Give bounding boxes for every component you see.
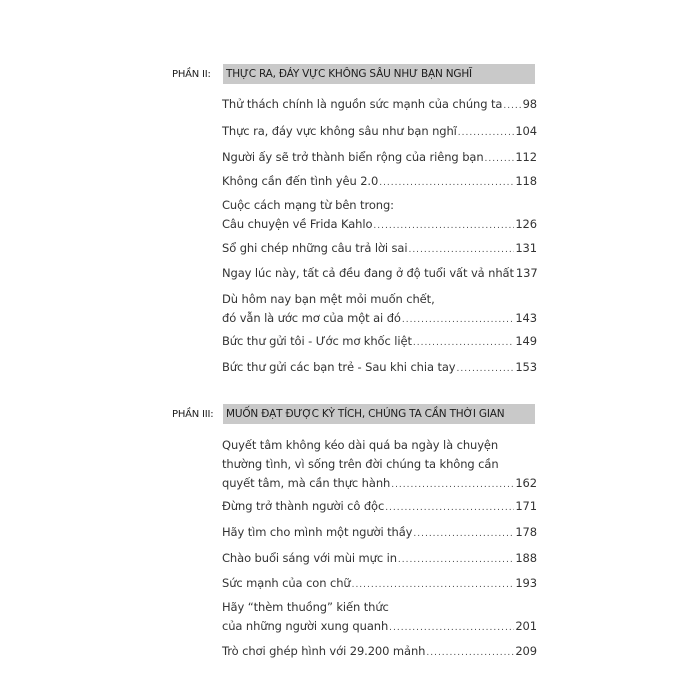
part-header <box>172 64 535 84</box>
entry-title: Không cần đến tình yêu 2.0 <box>222 174 379 188</box>
entry-title: quyết tâm, mà cần thực hành <box>222 476 391 490</box>
toc-entry[interactable] <box>222 172 537 193</box>
dot-leader <box>373 217 514 236</box>
entry-title: Chào buổi sáng với mùi mực in <box>222 551 397 565</box>
dot-leader <box>457 360 515 379</box>
entry-title-line: thường tình, vì sống trên đời chúng ta không cần <box>222 457 499 471</box>
toc-entry[interactable] <box>222 264 537 285</box>
toc-entry[interactable] <box>222 436 537 495</box>
page-number: 137 <box>515 266 538 280</box>
page-number: 201 <box>515 619 537 633</box>
dot-leader <box>413 525 514 544</box>
dot-leader <box>503 97 521 116</box>
entry-title: Sức mạnh của con chữ <box>222 576 351 590</box>
page-number: 131 <box>515 241 537 255</box>
entry-title: Thử thách chính là nguồn sức mạnh của chúng ta <box>222 97 503 111</box>
toc-entry[interactable] <box>222 239 537 260</box>
page-number: 104 <box>515 124 537 138</box>
entry-title: Câu chuyện về Frida Kahlo <box>222 217 373 231</box>
page-number: 126 <box>515 217 537 231</box>
part-label: PHẦN III: <box>172 408 214 420</box>
dot-leader <box>398 551 514 570</box>
page-number: 149 <box>515 334 537 348</box>
toc-entry[interactable] <box>222 290 537 330</box>
part-title: THỰC RA, ĐÁY VỰC KHÔNG SÂU NHƯ BẠN NGHĨ <box>223 64 535 84</box>
toc-entry[interactable] <box>222 95 537 116</box>
page-number: 112 <box>515 150 537 164</box>
page-number: 162 <box>515 476 537 490</box>
page-number: 209 <box>515 644 537 658</box>
entry-title-line: Cuộc cách mạng từ bên trong: <box>222 198 394 212</box>
toc-entry[interactable] <box>222 148 537 169</box>
entry-title-line: Quyết tâm không kéo dài quá ba ngày là chuyện <box>222 438 499 452</box>
dot-leader <box>413 334 514 353</box>
page-number: 143 <box>515 311 537 325</box>
dot-leader <box>352 576 515 595</box>
dot-leader <box>408 241 514 260</box>
entry-title: Hãy tìm cho mình một người thầy <box>222 525 413 539</box>
entry-title: Người ấy sẽ trở thành biển rộng của riêng bạn <box>222 150 484 164</box>
page-number: 118 <box>515 174 537 188</box>
entry-title: Bức thư gửi tôi - Ước mơ khốc liệt <box>222 334 412 348</box>
entry-title: Trò chơi ghép hình với 29.200 mảnh <box>222 644 426 658</box>
part-header <box>172 404 535 424</box>
entry-title-line: Dù hôm nay bạn mệt mỏi muốn chết, <box>222 292 435 306</box>
page-number: 178 <box>515 525 537 539</box>
entry-title: đó vẫn là ước mơ của một ai đó <box>222 311 401 325</box>
part-title: MUỐN ĐẠT ĐƯỢC KỲ TÍCH, CHÚNG TA CẦN THỜI GIAN <box>223 404 535 424</box>
dot-leader <box>389 619 514 638</box>
dot-leader <box>458 124 515 143</box>
entry-title: Thực ra, đáy vực không sâu như bạn nghĩ <box>222 124 457 138</box>
entry-title: Bức thư gửi các bạn trẻ - Sau khi chia tay <box>222 360 456 374</box>
toc-entry[interactable] <box>222 358 537 379</box>
dot-leader <box>402 311 515 330</box>
dot-leader <box>385 499 514 518</box>
toc-entry[interactable] <box>222 122 537 143</box>
dot-leader <box>379 174 514 193</box>
dot-leader <box>391 476 514 495</box>
toc-entry[interactable] <box>222 523 537 544</box>
toc-entry[interactable] <box>222 196 537 236</box>
entry-title: Ngay lúc này, tất cả đều đang ở độ tuổi vất vả nhất <box>222 266 514 280</box>
toc-entry[interactable] <box>222 598 537 638</box>
entry-title: Đừng trở thành người cô độc <box>222 499 385 513</box>
page-number: 188 <box>515 551 537 565</box>
toc-entry[interactable] <box>222 497 537 518</box>
entry-title: của những người xung quanh <box>222 619 389 633</box>
entry-title: Sổ ghi chép những câu trả lời sai <box>222 241 408 255</box>
dot-leader <box>426 644 514 663</box>
page-number: 171 <box>515 499 537 513</box>
toc-entry[interactable] <box>222 574 537 595</box>
entry-title-line: Hãy “thèm thuồng” kiến thức <box>222 600 389 614</box>
toc-entry[interactable] <box>222 642 537 663</box>
page-number: 193 <box>515 576 537 590</box>
part-label: PHẦN II: <box>172 68 211 80</box>
toc-entry[interactable] <box>222 549 537 570</box>
dot-leader <box>485 150 515 169</box>
toc-entry[interactable] <box>222 332 537 353</box>
page-number: 153 <box>515 360 537 374</box>
page-number: 98 <box>522 97 537 111</box>
